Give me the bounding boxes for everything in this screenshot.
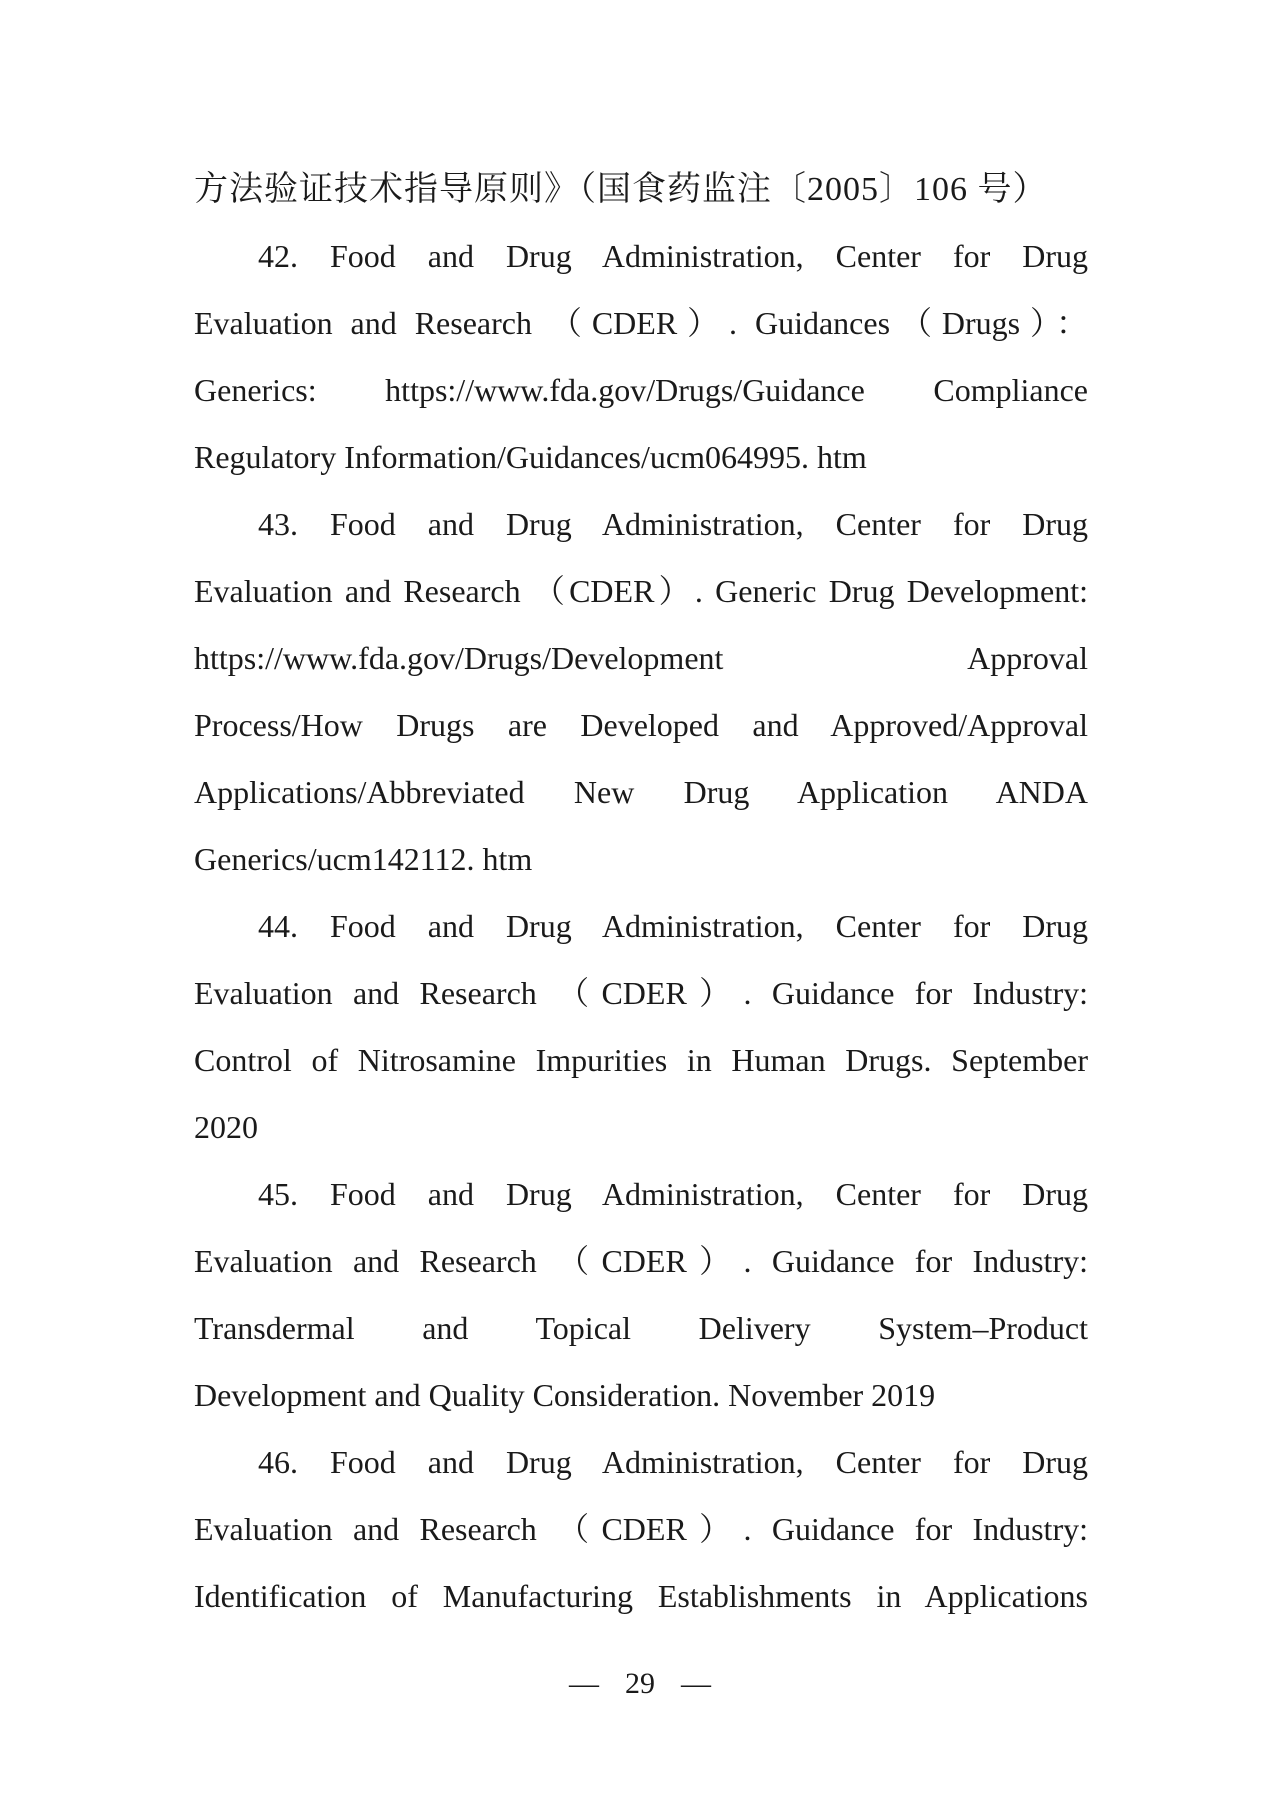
text-line-14: Control of Nitrosamine Impurities in Human Drugs. September bbox=[194, 1042, 1088, 1078]
page-footer bbox=[0, 1650, 1280, 1717]
text-line-17: Evaluation and Research （CDER）. Guidance for Industry: bbox=[194, 1243, 1088, 1279]
text-line-21: Evaluation and Research （CDER）. Guidance for Industry: bbox=[194, 1511, 1088, 1547]
reference-list bbox=[194, 156, 1088, 1630]
text-line-5: Regulatory Information/Guidances/ucm064995. htm bbox=[194, 439, 867, 475]
page-number: 29 bbox=[625, 1667, 655, 1700]
text-line-12: 44. Food and Drug Administration, Center for Drug bbox=[258, 908, 1088, 944]
text-line-7: Evaluation and Research （CDER）. Generic Drug Development: bbox=[194, 573, 1088, 609]
text-line-4: Generics: https://www.fda.gov/Drugs/Guidance Compliance bbox=[194, 372, 1088, 408]
text-line-3: Evaluation and Research （CDER）. Guidances（Drugs）： bbox=[194, 305, 1088, 341]
text-line-16: 45. Food and Drug Administration, Center for Drug bbox=[258, 1176, 1088, 1212]
footer-left-dash: — bbox=[569, 1667, 599, 1700]
footer-right-dash: — bbox=[681, 1667, 711, 1700]
text-line-22: Identification of Manufacturing Establishments in Applications bbox=[194, 1578, 1088, 1614]
text-line-1: 方法验证技术指导原则》（国食药监注〔2005〕106 号） bbox=[194, 171, 1048, 208]
text-line-11: Generics/ucm142112. htm bbox=[194, 841, 533, 877]
text-line-18: Transdermal and Topical Delivery System–Product bbox=[194, 1310, 1088, 1346]
text-line-10: Applications/Abbreviated New Drug Application ANDA bbox=[194, 774, 1088, 810]
text-line-15: 2020 bbox=[194, 1109, 258, 1145]
text-line-6: 43. Food and Drug Administration, Center for Drug bbox=[258, 506, 1088, 542]
text-line-19: Development and Quality Consideration. November 2019 bbox=[194, 1377, 936, 1413]
text-line-9: Process/How Drugs are Developed and Approved/Approval bbox=[194, 707, 1088, 743]
text-line-8: https://www.fda.gov/Drugs/Development Approval bbox=[194, 640, 1088, 676]
text-line-2: 42. Food and Drug Administration, Center for Drug bbox=[258, 238, 1088, 274]
text-line-20: 46. Food and Drug Administration, Center for Drug bbox=[258, 1444, 1088, 1480]
text-line-13: Evaluation and Research （CDER）. Guidance for Industry: bbox=[194, 975, 1088, 1011]
